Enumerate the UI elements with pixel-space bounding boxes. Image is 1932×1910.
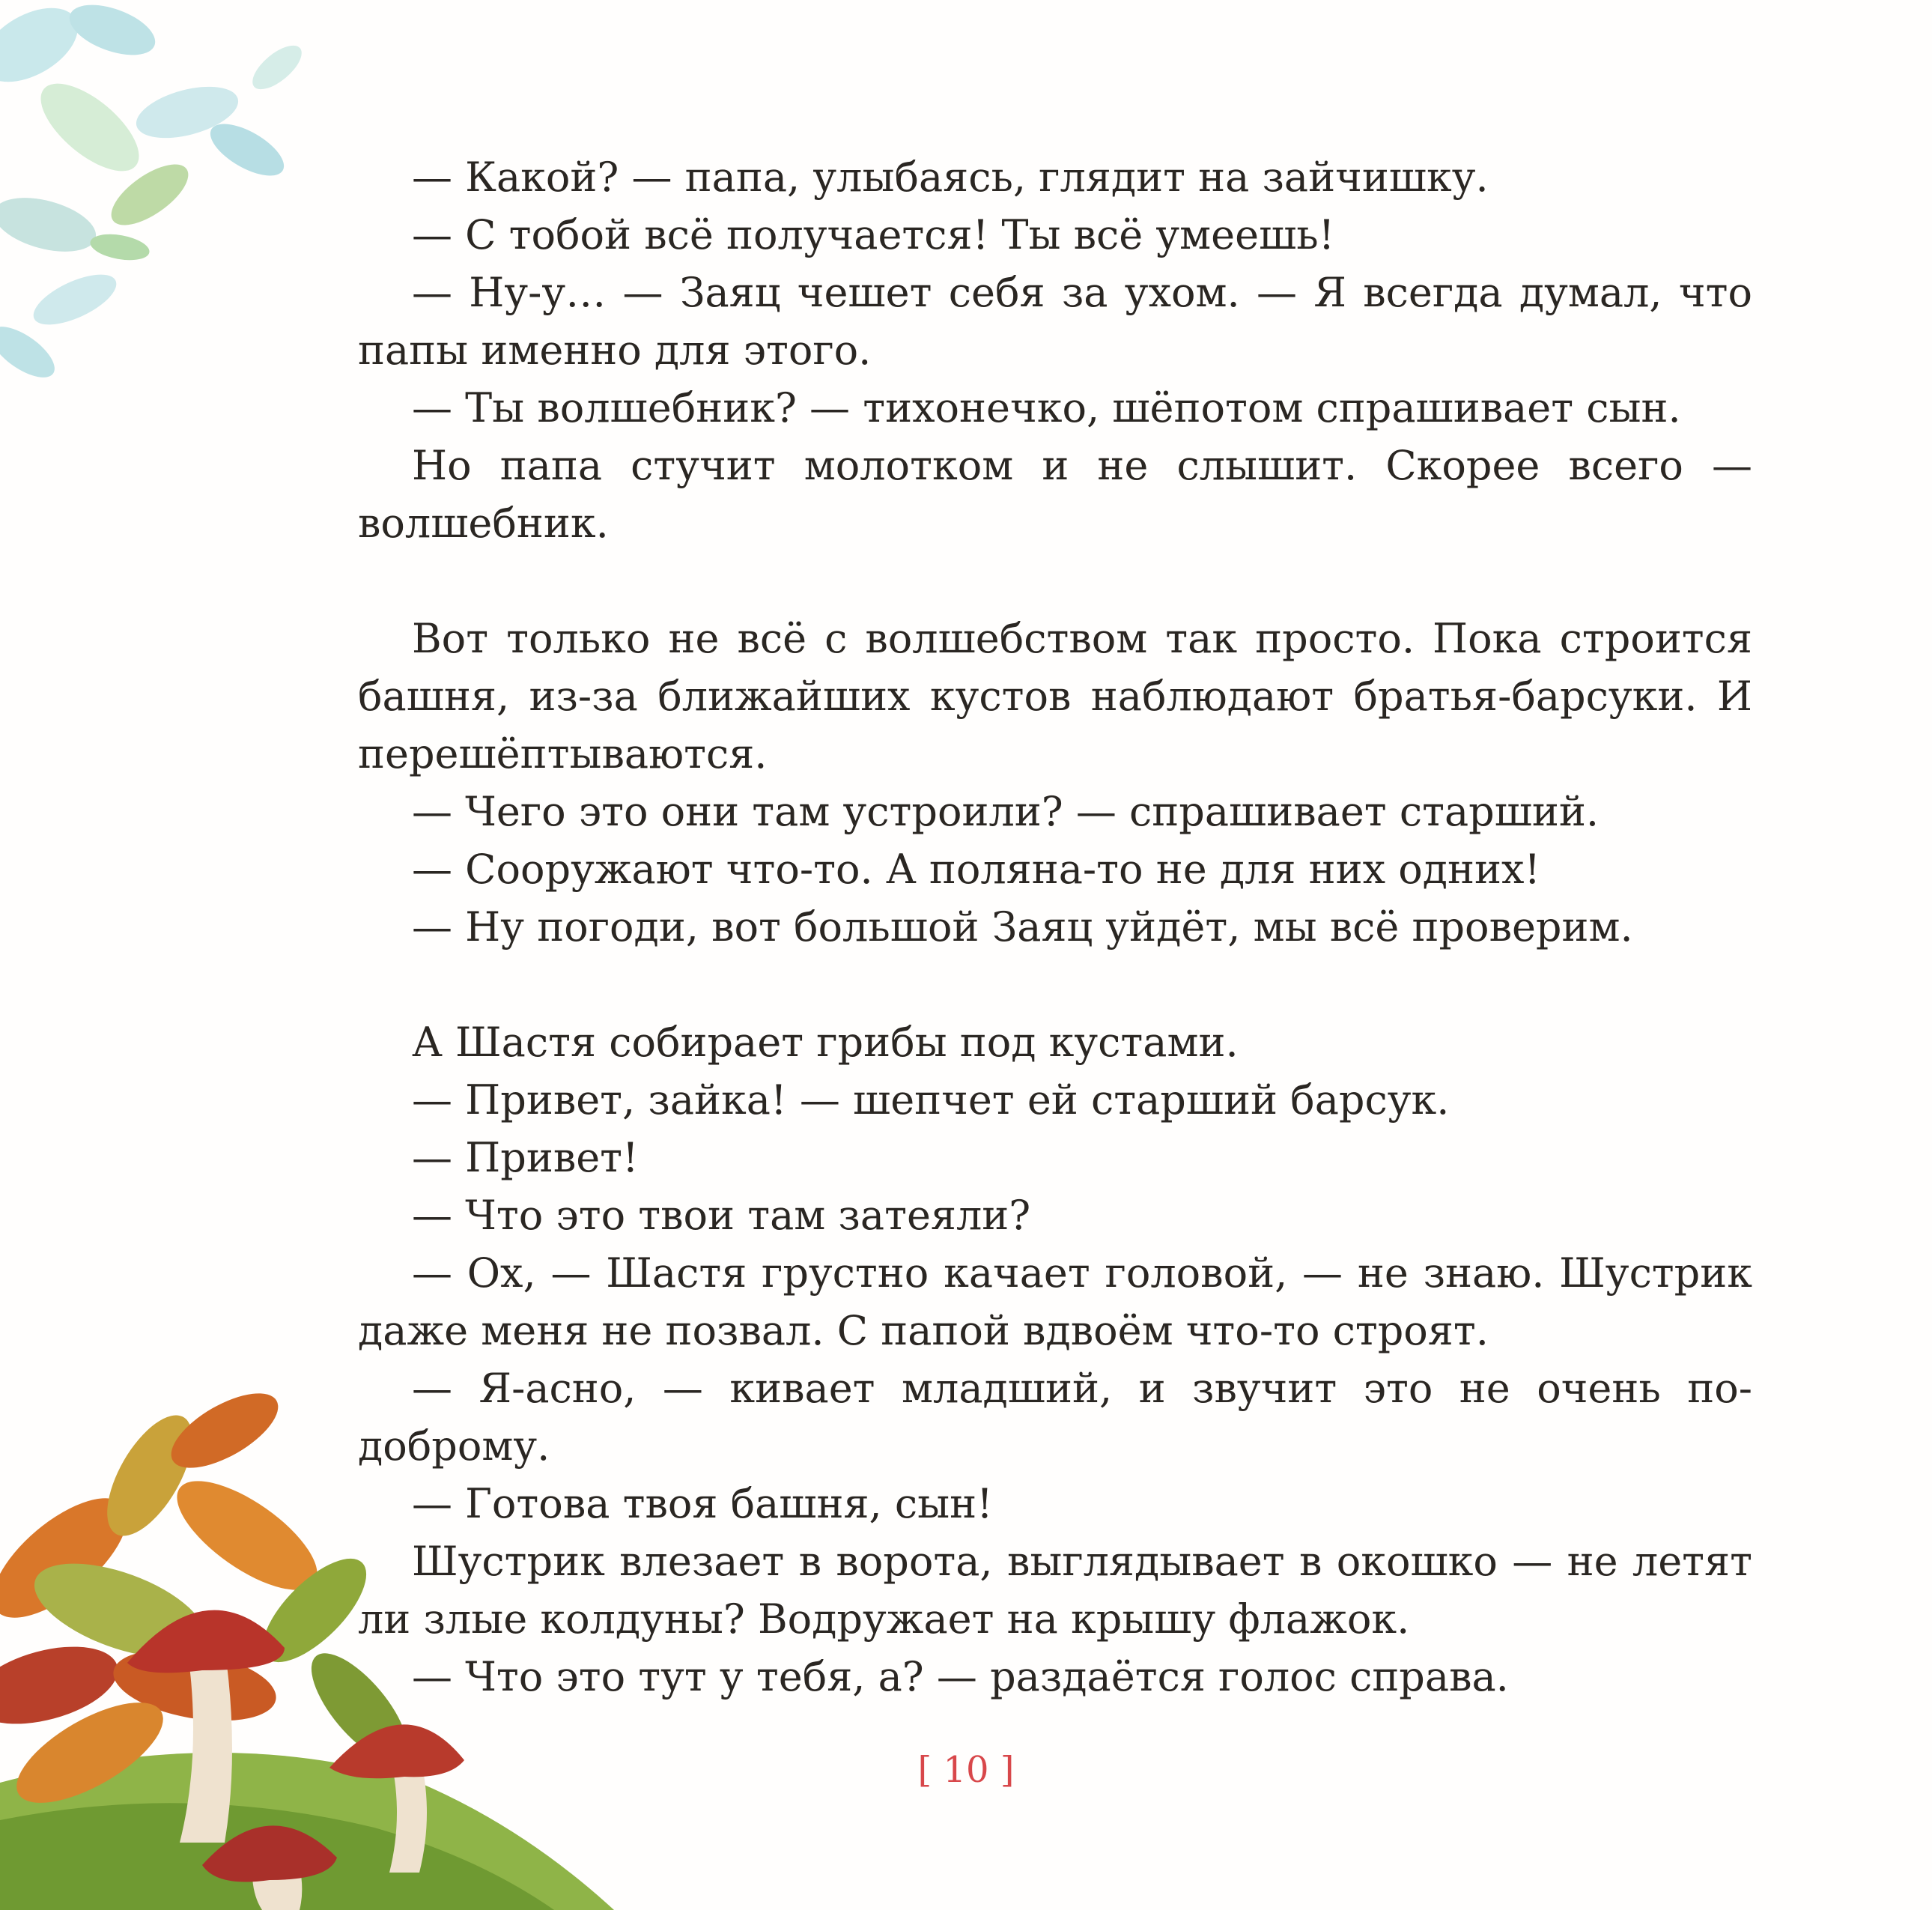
paragraph: — Чего это они там устроили? — спрашивает старший.: [412, 788, 1600, 835]
paragraph: — Привет, зайка! — шепчет ей старший барсук.: [412, 1076, 1450, 1124]
paragraph: — Готова твоя башня, сын!: [412, 1480, 993, 1527]
paragraph: Но папа стучит молотком и не слышит. Скорее всего — волшебник.: [358, 442, 1752, 547]
paragraph: — Сооружают что-то. А поляна-то не для них одних!: [412, 846, 1541, 893]
paragraph: — Какой? — папа, улыбаясь, глядит на зайчишку.: [412, 154, 1489, 201]
paragraph: — Привет!: [412, 1134, 639, 1181]
story-text: [358, 148, 1752, 1706]
paragraph: — Что это тут у тебя, а? — раздаётся голос справа.: [412, 1653, 1509, 1700]
paragraph: — Ты волшебник? — тихонечко, шёпотом спрашивает сын.: [412, 384, 1681, 431]
paragraph: — С тобой всё получается! Ты всё умеешь!: [412, 211, 1335, 258]
paragraph: — Ох, — Шастя грустно качает головой, — не знаю. Шустрик даже меня не позвал. С папой вдвоём что-то строят.: [358, 1249, 1752, 1354]
watercolor-leaves-illustration: [0, 0, 344, 419]
page-number: [ 10 ]: [917, 1749, 1015, 1791]
paragraph: — Что это твои там затеяли?: [412, 1192, 1031, 1239]
paragraph: Вот только не всё с волшебством так просто. Пока строится башня, из-за ближайших кустов наблюдают братья-барсуки. И перешёптываются.: [358, 615, 1752, 777]
paragraph: — Ну погоди, вот большой Заяц уйдёт, мы всё проверим.: [412, 903, 1633, 951]
paragraph: — Ну-у… — Заяц чешет себя за ухом. — Я всегда думал, что папы именно для этого.: [358, 269, 1752, 374]
paragraph: — Я-асно, — кивает младший, и звучит это не очень по-доброму.: [358, 1365, 1752, 1470]
paragraph: Шустрик влезает в ворота, выглядывает в окошко — не летят ли злые колдуны? Водружает на крышу флажок.: [358, 1538, 1752, 1643]
paragraph: А Шастя собирает грибы под кустами.: [412, 1019, 1239, 1066]
